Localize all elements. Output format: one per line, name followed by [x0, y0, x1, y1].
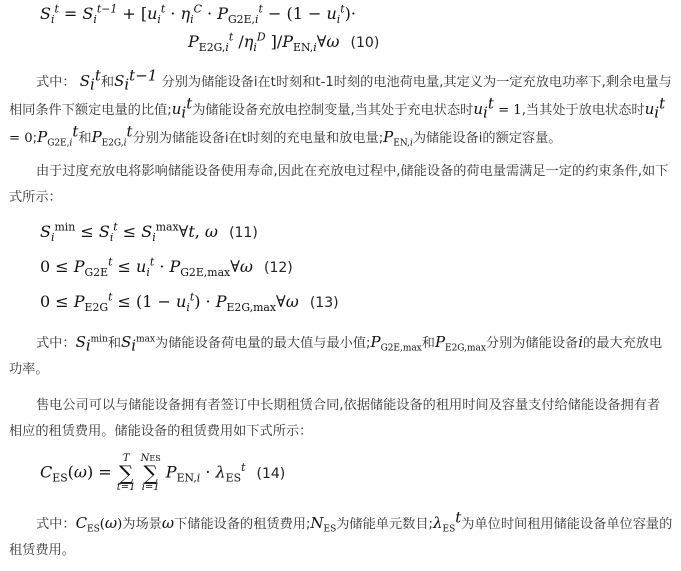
- equation-12-number: (12): [263, 260, 293, 276]
- prefix-text: 式中：: [36, 517, 76, 532]
- lease-text: 售电公司可以与储能设备拥有者签订中长期租赁合同,依据储能设备的租用时间及容量支付给储能设备拥有者相应的租赁费用。储能设备的租赁费用如下式所示：: [9, 398, 661, 439]
- semicolon: ;: [32, 131, 38, 146]
- equation-14-number: (14): [256, 465, 286, 482]
- equation-10-line2: $P_{E2G,i}^t$ $/\eta_i^D$ ]$/P_{EN,i}\forall\omega$ (10): [188, 30, 380, 55]
- equation-10-line1: $S_i^t = S_i^{t-1} + [u_i^t \cdot \eta_i^C \cdot P_{G2E,i}^t - (1 - u_i^t)\cdot$: [40, 2, 356, 27]
- text-max-power: 分别为储能设备: [485, 336, 579, 351]
- text-discharge-state: ,当其处于放电状态时: [521, 103, 645, 118]
- and-text: 和: [421, 336, 435, 351]
- text-max-power-end: 的最大充放电功率。: [9, 336, 663, 377]
- and-text: 和: [78, 131, 92, 146]
- equation-11: $S_i^{min} \le S_i^t$ ≤ $S_i^{max}\forall t$, ω (11): [40, 220, 258, 245]
- equation-11-number: (11): [229, 225, 258, 241]
- sum-over-i: NES ∑ i=1: [140, 453, 161, 493]
- paragraph-lease: [9, 393, 673, 445]
- paragraph-variables-2: 式中：$S_i^{min}$和$S_i^{max}$为储能设备荷电量的最大值与最小值$;P_{G2E,max}$和$P_{E2G,max}$分别为储能设备i的最大充放电功率。: [9, 333, 663, 377]
- text-charge-discharge: 分别为储能设备i在t时刻的充电量和放电量;: [132, 131, 384, 146]
- text-rated-capacity: 为储能设备i的额定容量。: [412, 131, 562, 146]
- text-lease-cost-2: 下储能设备的租赁费用;: [174, 517, 311, 532]
- prefix-text: 式中：: [36, 336, 76, 351]
- text-soc-bounds: 为储能设备荷电量的最大值与最小值;: [155, 336, 371, 351]
- equation-10-number: (10): [350, 35, 380, 51]
- equation-12: $0 \le P_{G2E}^t \le u_i^t$ · $P_{G2E,max}\forall\omega$ (12): [40, 255, 293, 280]
- equation-14: $C_{ES}(\omega)$ = T ∑ t=1 NES ∑ i=1 $P_{EN,i} \cdot \lambda_{ES}^t$ (14): [40, 453, 286, 493]
- sum-over-t: T ∑ t=1: [116, 453, 136, 493]
- and-text: 和: [107, 336, 121, 351]
- text-unit-count: 为储能单元数目;: [336, 517, 434, 532]
- equation-13: $0 \le P_{E2G}^t \le (1 - u_i^t)$ · $P_{E2G,max}\forall\omega$ (13): [40, 290, 339, 315]
- equation-13-number: (13): [309, 295, 339, 311]
- paragraph-constraint-intro: [9, 159, 673, 211]
- prefix-text: 式中：: [36, 75, 76, 90]
- text-unit-cost: 为单位时间租用储能设备单位容量的租赁费用。: [9, 517, 673, 558]
- paragraph-variables-1: 式中： $S_i^t$和$S_i^{t-1}$ 分别为储能设备i在t时刻和t-1时刻的电池荷电量,其定义为一定充放电功率下,剩余电量与相同条件下额定电量的比值$;u_i^t$为储能设备充放电控制变量,当其处于充电状态时$u_i^t = 1$,当其处于放电状态时$u_i^t$ = $0;P_{G2E,i}^t$和$P_{E2G,i}^t$分别为储能设备i在t时刻的充电量和放电量$;P_{EN,i}$为储能设备i的额定容量。: [9, 66, 672, 149]
- paragraph-variables-3: 式中：$C_{ES}(\omega)$为场景ω下储能设备的租赁费用$;N_{ES}$为储能单元数目$;\lambda_{ES}^t$为单位时间租用储能设备单位容量的租赁费用。: [9, 508, 673, 558]
- text-control-variable: 为储能设备充放电控制变量,当其处于充电状态时: [192, 103, 474, 118]
- text-soc-definition: 分别为储能设备i在t时刻和t-1时刻的电池荷电量,其定义为一定充放电功率下,剩余电量与相同条件下额定电量的比值;: [9, 75, 672, 118]
- constraint-intro-text: 由于过度充放电将影响储能设备使用寿命,因此在充放电过程中,储能设备的荷电量需满足一定的约束条件,如下式所示：: [9, 164, 669, 205]
- text-lease-cost: 为场景: [122, 517, 162, 532]
- and-text: 和: [100, 75, 115, 90]
